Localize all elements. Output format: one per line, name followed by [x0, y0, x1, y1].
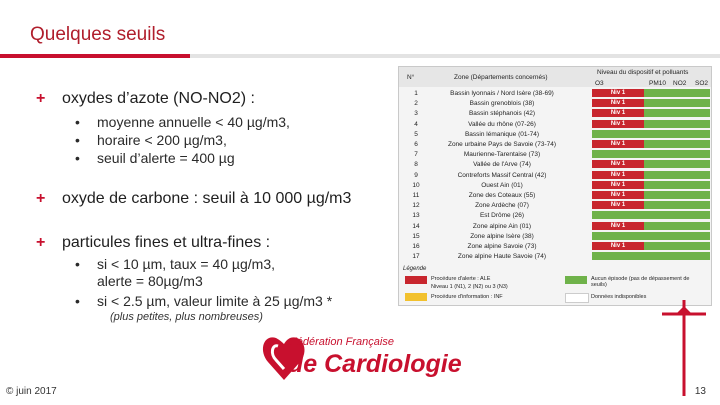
- no-episode-cell: [644, 140, 669, 148]
- alert-level-cell: Niv 1: [592, 171, 644, 179]
- row-zone: Zone alpine Savoie (73): [467, 243, 537, 250]
- sub-item: • seuil d’alerte = 400 µg: [75, 150, 235, 166]
- table-row: [399, 120, 711, 129]
- row-zone: Ouest Ain (01): [481, 181, 523, 189]
- no-episode-cell: [691, 232, 710, 240]
- row-zone: Est Drôme (26): [479, 212, 525, 220]
- logo-text-line2: de Cardiologie: [288, 350, 462, 378]
- no-episode-cell: [592, 211, 644, 219]
- no-episode-cell: [592, 232, 644, 240]
- sub-item: • si < 2.5 µm, valeur limite à 25 µg/m3 *: [75, 293, 333, 309]
- row-zone: Zone alpine Isère (38): [470, 232, 534, 240]
- row-number: 4: [414, 120, 418, 128]
- legend-label: Procédure d'information : INF: [431, 294, 503, 300]
- table-row: [399, 222, 711, 231]
- no-episode-cell: [669, 232, 691, 240]
- no-episode-cell: [691, 150, 710, 158]
- no-episode-cell: [669, 181, 691, 189]
- sub-item-text: moyenne annuelle < 40 µg/m3,: [97, 114, 290, 130]
- no-episode-cell: [691, 89, 710, 97]
- legend-title: Légende: [403, 266, 427, 272]
- alert-level-cell: Niv 1: [592, 222, 644, 230]
- table-row: [399, 140, 711, 149]
- table-row: [399, 171, 711, 180]
- alert-level-cell: Niv 1: [592, 191, 644, 199]
- no-episode-cell: [644, 120, 669, 128]
- bullet-carbon-monoxide: [36, 190, 351, 208]
- red-cross-decoration-icon: [662, 300, 712, 396]
- footer-date: © juin 2017: [6, 386, 57, 397]
- alert-level-cell: Niv 1: [592, 181, 644, 189]
- no-episode-cell: [669, 150, 691, 158]
- header-col-so2: SO2: [695, 80, 709, 87]
- no-episode-cell: [644, 109, 669, 117]
- alert-level-cell: Niv 1: [592, 140, 644, 148]
- row-number: 3: [414, 110, 418, 118]
- sub-item: • si < 10 µm, taux = 40 µg/m3,: [75, 256, 275, 272]
- no-episode-cell: [669, 120, 691, 128]
- no-episode-cell: [691, 242, 710, 250]
- no-episode-cell: [592, 150, 644, 158]
- no-episode-cell: [669, 89, 691, 97]
- alert-level-cell: Niv 1: [592, 160, 644, 168]
- no-episode-cell: [691, 160, 710, 168]
- no-episode-cell: [691, 191, 710, 199]
- header-col-pm10: PM10: [649, 80, 666, 87]
- bullet-text: particules fines et ultra-fines :: [62, 234, 271, 251]
- legend-swatch-red: [405, 276, 427, 284]
- table-row: [399, 181, 711, 190]
- no-episode-cell: [691, 140, 710, 148]
- no-episode-cell: [669, 242, 691, 250]
- no-episode-cell: [644, 242, 669, 250]
- plus-icon: +: [36, 234, 46, 251]
- row-zone: Bassin stéphanois (42): [468, 110, 536, 118]
- sub-item-text: si < 2.5 µm, valeur limite à 25 µg/m3 *: [97, 293, 333, 309]
- row-zone: Bassin grenoblois (38): [469, 100, 535, 108]
- legend-swatch-green: [565, 276, 587, 284]
- no-episode-cell: [669, 211, 691, 219]
- no-episode-cell: [669, 191, 691, 199]
- row-number: 13: [412, 212, 420, 220]
- row-zone: Vallée de l'Arve (74): [473, 161, 531, 169]
- row-zone: Zone alpine Ain (01): [472, 222, 532, 230]
- row-number: 12: [412, 202, 420, 210]
- no-episode-cell: [644, 211, 669, 219]
- row-number: 7: [414, 151, 418, 159]
- table-row: [399, 109, 711, 118]
- no-episode-cell: [644, 222, 669, 230]
- footnote: (plus petites, plus nombreuses): [110, 311, 263, 323]
- row-number: 2: [414, 100, 418, 108]
- sub-item: [75, 273, 203, 289]
- table-row: [399, 191, 711, 200]
- header-col-o3: O3: [595, 80, 604, 87]
- no-episode-cell: [669, 130, 691, 138]
- table-row: [399, 232, 711, 241]
- no-episode-cell: [691, 181, 710, 189]
- row-number: 16: [412, 243, 420, 250]
- no-episode-cell: [691, 99, 710, 107]
- no-episode-cell: [644, 130, 669, 138]
- table-row: [399, 242, 711, 251]
- alert-level-cell: Niv 1: [592, 89, 644, 97]
- bullet-text: oxydes d’azote (NO-NO2) :: [62, 90, 255, 107]
- header-niveau: Niveau du dispositif et polluants: [597, 69, 689, 76]
- header-col-no2: NO2: [673, 80, 687, 87]
- no-episode-cell: [669, 201, 691, 209]
- alert-level-cell: Niv 1: [592, 109, 644, 117]
- sub-item: • horaire < 200 µg/m3,: [75, 132, 227, 148]
- no-episode-cell: [669, 160, 691, 168]
- no-episode-cell: [691, 211, 710, 219]
- alert-level-cell: Niv 1: [592, 120, 644, 128]
- sub-item-text: si < 10 µm, taux = 40 µg/m3,: [97, 256, 275, 272]
- no-episode-cell: [592, 130, 644, 138]
- header-num: N°: [407, 74, 415, 81]
- row-number: 5: [414, 130, 418, 138]
- no-episode-cell: [669, 140, 691, 148]
- row-zone: Zone urbaine Pays de Savoie (73-74): [447, 141, 557, 148]
- legend-label: Aucun épisode (pas de dépassement de seuils): [591, 276, 690, 288]
- sub-item: • moyenne annuelle < 40 µg/m3,: [75, 114, 290, 130]
- row-zone: Vallée du rhône (07-26): [468, 120, 536, 128]
- no-episode-cell: [644, 181, 669, 189]
- row-number: 1: [414, 90, 418, 97]
- row-number: 14: [412, 222, 420, 230]
- alert-level-cell: Niv 1: [592, 242, 644, 250]
- table-row: [399, 252, 711, 261]
- legend-label: Procédure d'alerte : ALE: [431, 276, 491, 282]
- slide-title: Quelques seuils: [30, 24, 166, 45]
- legend-label: Niveau 1 (N1), 2 (N2) ou 3 (N3): [431, 284, 508, 290]
- row-zone: Zone alpine Haute Savoie (74): [457, 253, 547, 261]
- alert-level-cell: Niv 1: [592, 201, 644, 209]
- row-number: 10: [412, 181, 420, 189]
- sub-item-text: horaire < 200 µg/m3,: [97, 132, 227, 148]
- no-episode-cell: [644, 150, 669, 158]
- no-episode-cell: [644, 252, 669, 260]
- row-number: 9: [414, 171, 418, 179]
- row-zone: Zone des Coteaux (55): [468, 192, 536, 199]
- pollution-threshold-table: [398, 66, 712, 306]
- table-row: [399, 130, 711, 139]
- table-header: [399, 67, 711, 87]
- table-row: [399, 99, 711, 108]
- row-number: 15: [412, 232, 420, 240]
- no-episode-cell: [669, 171, 691, 179]
- no-episode-cell: [644, 201, 669, 209]
- no-episode-cell: [691, 171, 710, 179]
- row-zone: Bassin lyonnais / Nord Isère (38-69): [450, 90, 554, 97]
- no-episode-cell: [691, 252, 710, 260]
- row-number: 11: [412, 192, 420, 199]
- legend-swatch-white: [565, 293, 589, 303]
- sub-item-text: alerte = 80µg/m3: [97, 273, 203, 289]
- row-number: 6: [414, 141, 418, 148]
- bullet-particles: [36, 234, 270, 252]
- no-episode-cell: [669, 252, 691, 260]
- no-episode-cell: [691, 109, 710, 117]
- no-episode-cell: [592, 252, 644, 260]
- sub-item-text: seuil d’alerte = 400 µg: [97, 150, 235, 166]
- legend-swatch-yellow: [405, 293, 427, 301]
- row-number: 8: [414, 161, 418, 169]
- table-row: [399, 201, 711, 210]
- logo-text-line1: Fédération Française: [290, 336, 394, 348]
- no-episode-cell: [644, 89, 669, 97]
- no-episode-cell: [644, 191, 669, 199]
- no-episode-cell: [691, 130, 710, 138]
- row-zone: Bassin lémanique (01-74): [464, 130, 540, 138]
- row-zone: Contreforts Massif Central (42): [457, 171, 547, 179]
- alert-level-cell: Niv 1: [592, 99, 644, 107]
- page-number: 13: [694, 386, 706, 397]
- table-legend: [399, 263, 711, 305]
- bullet-nitrogen-oxides: [36, 90, 255, 108]
- no-episode-cell: [691, 120, 710, 128]
- no-episode-cell: [669, 222, 691, 230]
- row-number: 17: [412, 253, 420, 261]
- header-zone: Zone (Départements concernés): [454, 74, 548, 81]
- legend-label: Données indisponibles: [591, 294, 647, 300]
- row-zone: Maurienne-Tarentaise (73): [463, 151, 541, 159]
- title-underline: [0, 54, 720, 58]
- no-episode-cell: [669, 99, 691, 107]
- table-row: [399, 89, 711, 98]
- no-episode-cell: [669, 109, 691, 117]
- bullet-text: oxyde de carbone : seuil à 10 000 µg/m3: [62, 190, 352, 207]
- no-episode-cell: [691, 222, 710, 230]
- table-row: [399, 150, 711, 159]
- no-episode-cell: [644, 171, 669, 179]
- table-row: [399, 160, 711, 169]
- plus-icon: +: [36, 90, 46, 107]
- no-episode-cell: [691, 201, 710, 209]
- no-episode-cell: [644, 99, 669, 107]
- row-zone: Zone Ardèche (07): [475, 202, 529, 210]
- no-episode-cell: [644, 160, 669, 168]
- table-row: [399, 211, 711, 220]
- plus-icon: +: [36, 190, 46, 207]
- no-episode-cell: [644, 232, 669, 240]
